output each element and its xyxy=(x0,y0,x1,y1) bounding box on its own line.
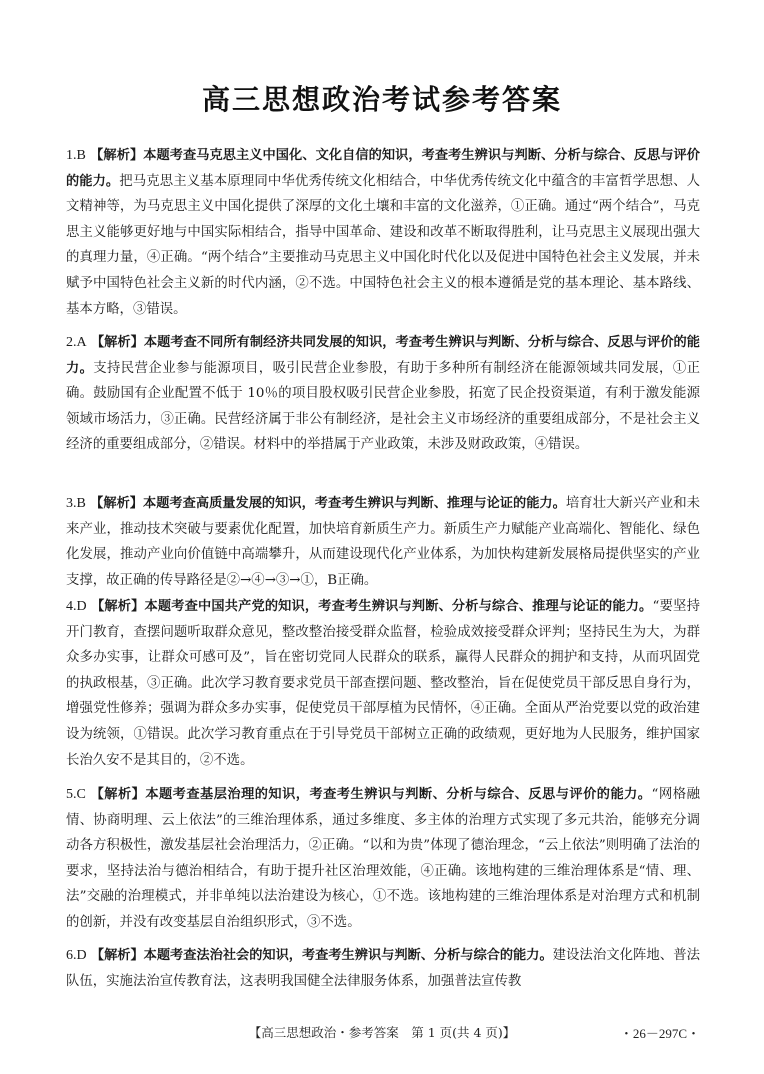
footer-exam-code: ・26－297C・ xyxy=(619,1026,700,1041)
answer-analysis-lead: 【解析】本题考查基层治理的知识，考查考生辨识与判断、分析与综合、反思与评价的能力。 xyxy=(90,787,652,802)
answer-item-3 xyxy=(66,491,700,593)
answer-analysis-lead: 【解析】本题考查法治社会的知识，考查考生辨识与判断、分析与综合的能力。 xyxy=(90,948,553,963)
answer-explanation: 支持民营企业参与能源项目，吸引民营企业参股，有助于多种所有制经济在能源领域共同发展，①正确。鼓励国有企业配置不低于 10％的项目股权吸引民营企业参股，拓宽了民企投资渠道，有利于激发能源领域市场活力，③正确。民营经济属于非公有制经济，是社会主义市场经济的重要组成部分，不是社会主义经济的重要组成部分，②错误。材料中的举措属于产业政策，未涉及财政政策，④错误。 xyxy=(66,360,701,453)
page-footer xyxy=(0,1023,764,1043)
answer-number: 6.D xyxy=(66,948,87,963)
answer-number: 5.C xyxy=(66,787,86,802)
answer-explanation: “网格融情、协商明理、云上依法”的三维治理体系，通过多维度、多主体的治理方式实现了多元共治，能够充分调动各方积极性，激发基层社会治理活力，②正确。“以和为贵”体现了德治理念，“云上依法”则明确了法治的要求，坚持法治与德治相结合，有助于提升社区治理效能，④正确。该地构建的三维治理体系是“情、理、法”交融的治理模式，并非单纯以法治建设为核心，①不选。该地构建的三维治理体系是对治理方式和机制的创新，并没有改变基层自治组织形式，③不选。 xyxy=(66,787,700,930)
footer-page-info: 【高三思想政治・参考答案 第 1 页(共 4 页)】 xyxy=(248,1025,516,1040)
answer-number: 1.B xyxy=(66,148,86,163)
answer-explanation: 把马克思主义基本原理同中华优秀传统文化相结合，中华优秀传统文化中蕴含的丰富哲学思想、人文精神等，为马克思主义中国化提供了深厚的文化土壤和丰富的文化滋养，①正确。通过“两个结合”，马克思主义能够更好地与中国实际相结合，指导中国革命、建设和改革不断取得胜利，让马克思主义展现出强大的真理力量，④正确。“两个结合”主要推动马克思主义中国化时代化以及促进中国特色社会主义发展，并未赋予中国特色社会主义新的时代内涵，②不选。中国特色社会主义的根本遵循是党的基本理论、基本路线、基本方略，③错误。 xyxy=(66,173,701,317)
answer-item-5 xyxy=(66,782,700,936)
answer-explanation: 培育壮大新兴产业和未来产业，推动技术突破与要素优化配置，加快培育新质生产力。新质生产力赋能产业高端化、智能化、绿色化发展，推动产业向价值链中高端攀升，从而建设现代化产业体系，为加快构建新发展格局提供坚实的产业支撑，故正确的传导路径是②→④→③→①，B正确。 xyxy=(66,496,701,588)
answer-item-2 xyxy=(66,330,700,458)
answer-analysis-lead: 【解析】本题考查马克思主义中国化、文化自信的知识，考查考生辨识与判断、分析与综合、反思与评价的能力。 xyxy=(66,148,700,189)
answer-item-1 xyxy=(66,143,700,322)
answer-number: 4.D xyxy=(66,599,87,614)
answer-analysis-lead: 【解析】本题考查不同所有制经济共同发展的知识，考查考生辨识与判断、分析与综合、反思与评价的能力。 xyxy=(66,335,700,376)
answer-explanation: “要坚持开门教育，查摆问题听取群众意见，整改整治接受群众监督，检验成效接受群众评判；坚持民生为大，为群众多办实事，让群众可感可及”，旨在密切党同人民群众的联系，赢得人民群众的拥护和支持，从而巩固党的执政根基，③正确。此次学习教育要求党员干部查摆问题、整改整治，旨在促使党员干部反思自身行为，增强党性修养；强调为群众多办实事，促使党员干部厚植为民情怀，④正确。全面从严治党要以党的政治建设为统领，①错误。此次学习教育重点在于引导党员干部树立正确的政绩观，更好地为人民服务，维护国家长治久安不是其目的，②不选。 xyxy=(66,599,700,768)
answer-item-6 xyxy=(66,943,700,994)
answer-item-4 xyxy=(66,594,700,773)
answer-number: 3.B xyxy=(66,496,86,511)
answer-analysis-lead: 【解析】本题考查高质量发展的知识，考查考生辨识与判断、推理与论证的能力。 xyxy=(90,496,566,511)
answer-analysis-lead: 【解析】本题考查中国共产党的知识，考查考生辨识与判断、分析与综合、推理与论证的能力。 xyxy=(91,599,653,614)
answer-number: 2.A xyxy=(66,335,87,350)
page-title: 高三思想政治考试参考答案 xyxy=(201,83,562,116)
answer-explanation: 建设法治文化阵地、普法队伍，实施法治宣传教育法，这表明我国健全法律服务体系，加强普法宣传教 xyxy=(66,948,700,989)
